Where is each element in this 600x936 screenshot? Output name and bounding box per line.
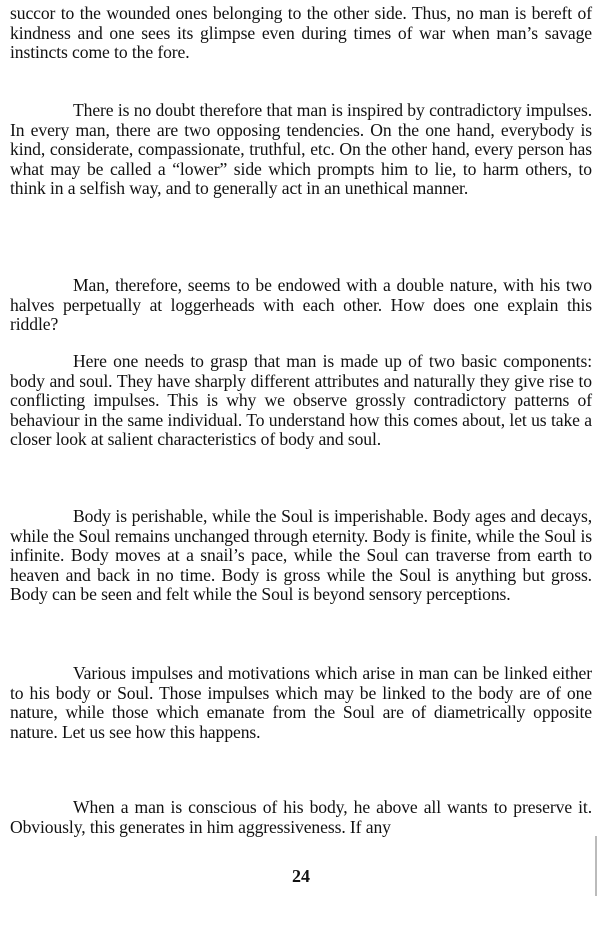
paragraph-preserve-body: When a man is conscious of his body, he above all wants to preserve it. Obviously, this generates in him aggressiveness. If any [10, 797, 592, 837]
paragraph-continuation: succor to the wounded ones belonging to the other side. Thus, no man is bereft of kindness and one sees its glimpse even during times of war when man’s savage instincts come to the fore. [10, 3, 592, 63]
paragraph-contradictory-impulses: There is no doubt therefore that man is inspired by contradictory impulses. In every man, there are two opposing tendencies. On the one hand, everybody is kind, considerate, compassionate, truthful, etc. On the other hand, every person has what may be called a “lower” side which prompts him to lie, to harm others, to think in a selfish way, and to generally act in an unethical manner. [10, 100, 592, 199]
document-page [10, 0, 592, 936]
scan-edge-mark [595, 836, 597, 896]
paragraph-body-vs-soul: Body is perishable, while the Soul is imperishable. Body ages and decays, while the Soul remains unchanged through eternity. Body is finite, while the Soul is infinite. Body moves at a snail’s pace, while the Soul can traverse from earth to heaven and back in no time. Body is gross while the Soul is anything but gross. Body can be seen and felt while the Soul is beyond sensory perceptions. [10, 506, 592, 605]
paragraph-double-nature: Man, therefore, seems to be endowed with a double nature, with his two halves perpetually at loggerheads with each other. How does one explain this riddle? [10, 275, 592, 335]
page-number: 24 [292, 866, 310, 886]
paragraph-body-and-soul: Here one needs to grasp that man is made up of two basic components: body and soul. They have sharply different attributes and naturally they give rise to conflicting impulses. This is why we observe grossly contradictory patterns of behaviour in the same individual. To understand how this comes about, let us take a closer look at salient characteristics of body and soul. [10, 351, 592, 450]
paragraph-impulses: Various impulses and motivations which arise in man can be linked either to his body or Soul. Those impulses which may be linked to the body are of one nature, while those which emanate from the Soul are of diametrically opposite nature. Let us see how this happens. [10, 663, 592, 742]
